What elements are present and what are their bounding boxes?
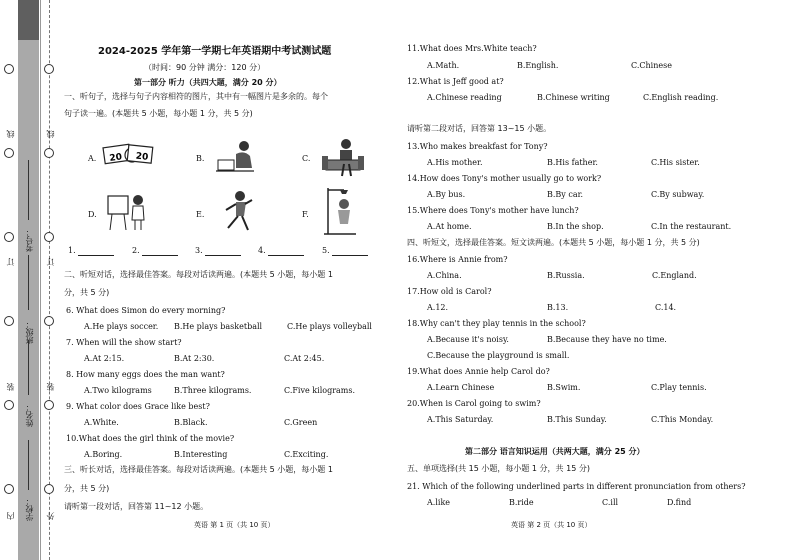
punch-hole: [44, 64, 54, 74]
q13-option-c[interactable]: C.His sister.: [651, 158, 700, 167]
punch-hole: [4, 232, 14, 242]
q19-option-c[interactable]: C.Play tennis.: [651, 383, 707, 392]
class-label: 班级：: [25, 320, 34, 344]
q8-option-b[interactable]: B.Three kilograms.: [174, 386, 252, 395]
q17-option-b[interactable]: B.13.: [547, 303, 569, 312]
class-field[interactable]: [28, 255, 29, 310]
q10-option-c[interactable]: C.Exciting.: [284, 450, 329, 459]
blank-number: 5.: [322, 246, 330, 255]
shower-picture: [324, 186, 358, 236]
cut-line: [49, 0, 50, 560]
punch-hole: [4, 316, 14, 326]
question-13: 13.Who makes breakfast for Tony?: [407, 142, 548, 151]
punch-hole: [44, 316, 54, 326]
q20-option-c[interactable]: C.This Monday.: [651, 415, 714, 424]
q1-instructions-2: 句子读一遍。(本题共 5 小题，每小题 1 分，共 5 分): [64, 109, 253, 118]
pic-label-b: B.: [196, 154, 205, 163]
q7-option-a[interactable]: A.At 2:15.: [84, 354, 125, 363]
exam-number-label: 考号：: [25, 228, 34, 252]
pic-label-f: F.: [302, 210, 309, 219]
dialog2-note: 请听第二段对话，回答第 13~15 小题。: [407, 124, 552, 133]
punch-hole: [44, 232, 54, 242]
q2-instructions: 二、听短对话，选择最佳答案。每段对话读两遍。(本题共 5 小题，每小题 1: [64, 270, 333, 279]
q2-instructions-2: 分，共 5 分): [64, 288, 110, 297]
q20-option-b[interactable]: B.This Sunday.: [547, 415, 607, 424]
q19-option-a[interactable]: A.Learn Chinese: [427, 383, 495, 392]
money-picture: [102, 140, 154, 174]
school-label: 学校：: [25, 497, 34, 521]
q9-option-b[interactable]: B.Black.: [174, 418, 208, 427]
svg-text:20: 20: [135, 151, 149, 163]
margin-char: 内: [6, 512, 15, 520]
dialog1-note: 请听第一段对话，回答第 11~12 小题。: [64, 502, 209, 511]
punch-hole: [4, 64, 14, 74]
q16-option-b[interactable]: B.Russia.: [547, 271, 585, 280]
q7-option-c[interactable]: C.At 2:45.: [284, 354, 325, 363]
blank-number: 2.: [132, 246, 140, 255]
question-9: 9. What color does Grace like best?: [66, 402, 210, 411]
punch-hole: [4, 148, 14, 158]
q12-option-b[interactable]: B.Chinese writing: [537, 93, 610, 102]
q15-option-b[interactable]: B.In the shop.: [547, 222, 604, 231]
answer-blank-5[interactable]: [322, 246, 368, 256]
question-15: 15.Where does Tony's mother have lunch?: [407, 206, 579, 215]
page-footer-1: 英语 第 1 页（共 10 页）: [194, 521, 275, 529]
question-7: 7. When will the show start?: [66, 338, 182, 347]
answer-blank-2[interactable]: [132, 246, 178, 256]
exam-subtitle: （时间：90 分钟 满分：120 分）: [144, 63, 266, 72]
question-21: 21. Which of the following underlined parts in different pronunciation from others?: [407, 482, 746, 491]
computer-boy-picture: [214, 138, 260, 176]
binding-margin: [0, 0, 41, 560]
pic-label-a: A.: [88, 154, 97, 163]
q14-option-c[interactable]: C.By subway.: [651, 190, 705, 199]
q3-instructions-2: 分，共 5 分): [64, 484, 110, 493]
margin-char: 线: [46, 130, 55, 138]
q21-option-b[interactable]: B.ride: [509, 498, 534, 507]
q12-option-a[interactable]: A.Chinese reading: [427, 93, 502, 102]
blank-number: 3.: [195, 246, 203, 255]
pic-label-d: D.: [88, 210, 97, 219]
margin-char: 装: [6, 383, 15, 391]
q14-option-a[interactable]: A.By bus.: [427, 190, 466, 199]
q15-option-c[interactable]: C.In the restaurant.: [651, 222, 732, 231]
school-field[interactable]: [28, 440, 29, 490]
binding-bar-top: [18, 0, 39, 40]
q21-option-d[interactable]: D.find: [667, 498, 692, 507]
name-field[interactable]: [28, 340, 29, 395]
pic-label-e: E.: [196, 210, 205, 219]
question-17: 17.How old is Carol?: [407, 287, 492, 296]
exam-number-field[interactable]: [28, 160, 29, 220]
margin-char: 订: [6, 258, 15, 266]
question-14: 14.How does Tony's mother usually go to work?: [407, 174, 602, 183]
punch-hole: [44, 400, 54, 410]
q18-option-a[interactable]: A.Because it's noisy.: [427, 335, 509, 344]
question-10: 10.What does the girl think of the movie?: [66, 434, 235, 443]
q13-option-b[interactable]: B.His father.: [547, 158, 598, 167]
painting-girl-picture: [106, 190, 150, 232]
q14-option-b[interactable]: B.By car.: [547, 190, 584, 199]
question-6: 6. What does Simon do every morning?: [66, 306, 226, 315]
q10-option-b[interactable]: B.Interesting: [174, 450, 228, 459]
question-8: 8. How many eggs does the man want?: [66, 370, 225, 379]
q9-option-c[interactable]: C.Green: [284, 418, 318, 427]
right-page: [407, 0, 787, 560]
punch-hole: [44, 148, 54, 158]
answer-blank-4[interactable]: [258, 246, 304, 256]
q15-option-a[interactable]: A.At home.: [427, 222, 472, 231]
question-11: 11.What does Mrs.White teach?: [407, 44, 537, 53]
question-19: 19.What does Annie help Carol do?: [407, 367, 550, 376]
q13-option-a[interactable]: A.His mother.: [427, 158, 483, 167]
q21-option-a[interactable]: A.like: [427, 498, 451, 507]
question-18: 18.Why can't they play tennis in the school?: [407, 319, 586, 328]
q11-option-c[interactable]: C.Chinese: [631, 61, 672, 70]
answer-blank-3[interactable]: [195, 246, 241, 256]
blank-number: 1.: [68, 246, 76, 255]
q11-option-b[interactable]: B.English.: [517, 61, 559, 70]
q11-option-a[interactable]: A.Math.: [427, 61, 460, 70]
q5-instructions: 五、单项选择(共 15 小题，每小题 1 分，共 15 分): [407, 464, 590, 473]
q6-option-b[interactable]: B.He plays basketball: [174, 322, 263, 331]
q16-option-a[interactable]: A.China.: [427, 271, 462, 280]
q19-option-b[interactable]: B.Swim.: [547, 383, 581, 392]
punch-hole: [4, 484, 14, 494]
pic-label-c: C.: [302, 154, 311, 163]
q17-option-a[interactable]: A.12.: [427, 303, 449, 312]
q9-option-a[interactable]: A.White.: [84, 418, 119, 427]
punch-hole: [4, 400, 14, 410]
q4-instructions: 四、听短文，选择最佳答案。短文读两遍。(本题共 5 小题，每小题 1 分，共 5 分): [407, 238, 700, 247]
name-label: 姓名：: [25, 403, 34, 427]
q10-option-a[interactable]: A.Boring.: [84, 450, 123, 459]
question-20: 20.When is Carol going to swim?: [407, 399, 541, 408]
q6-option-a[interactable]: A.He plays soccer.: [84, 322, 159, 331]
question-16: 16.Where is Annie from?: [407, 255, 508, 264]
q21-option-c[interactable]: C.ill: [602, 498, 619, 507]
margin-char: 线: [6, 130, 15, 138]
answer-blank-1[interactable]: [68, 246, 114, 256]
q6-option-c[interactable]: C.He plays volleyball: [287, 322, 372, 331]
q12-option-c[interactable]: C.English reading.: [643, 93, 719, 102]
q7-option-b[interactable]: B.At 2:30.: [174, 354, 215, 363]
margin-char: 外: [46, 512, 55, 520]
page-footer-2: 英语 第 2 页（共 10 页）: [511, 521, 592, 529]
q3-instructions: 三、听长对话，选择最佳答案。每段对话读两遍。(本题共 5 小题，每小题 1: [64, 465, 333, 474]
left-page: [62, 0, 380, 560]
q18-option-b[interactable]: B.Because they have no time.: [547, 335, 667, 344]
punch-hole: [44, 484, 54, 494]
margin-char: 订: [46, 258, 55, 266]
running-boy-picture: [218, 190, 258, 234]
svg-text:20: 20: [108, 152, 123, 165]
q18-option-c[interactable]: C.Because the playground is small.: [427, 351, 570, 360]
q1-instructions: 一、听句子，选择与句子内容相符的图片，其中有一幅图片是多余的。每个: [64, 92, 328, 101]
section1-heading: 第一部分 听力（共四大题，满分 20 分）: [134, 78, 282, 87]
exam-title: 2024-2025 学年第一学期七年英语期中考试测试题: [98, 46, 332, 57]
q20-option-a[interactable]: A.This Saturday.: [427, 415, 494, 424]
question-12: 12.What is Jeff good at?: [407, 77, 504, 86]
q8-option-c[interactable]: C.Five kilograms.: [284, 386, 356, 395]
q8-option-a[interactable]: A.Two kilograms: [84, 386, 152, 395]
q16-option-c[interactable]: C.England.: [652, 271, 697, 280]
q17-option-c[interactable]: C.14.: [655, 303, 677, 312]
blank-number: 4.: [258, 246, 266, 255]
margin-char: 装: [46, 383, 55, 391]
man-sofa-picture: [320, 136, 366, 178]
section2-heading: 第二部分 语言知识运用（共两大题，满分 25 分）: [465, 447, 645, 456]
